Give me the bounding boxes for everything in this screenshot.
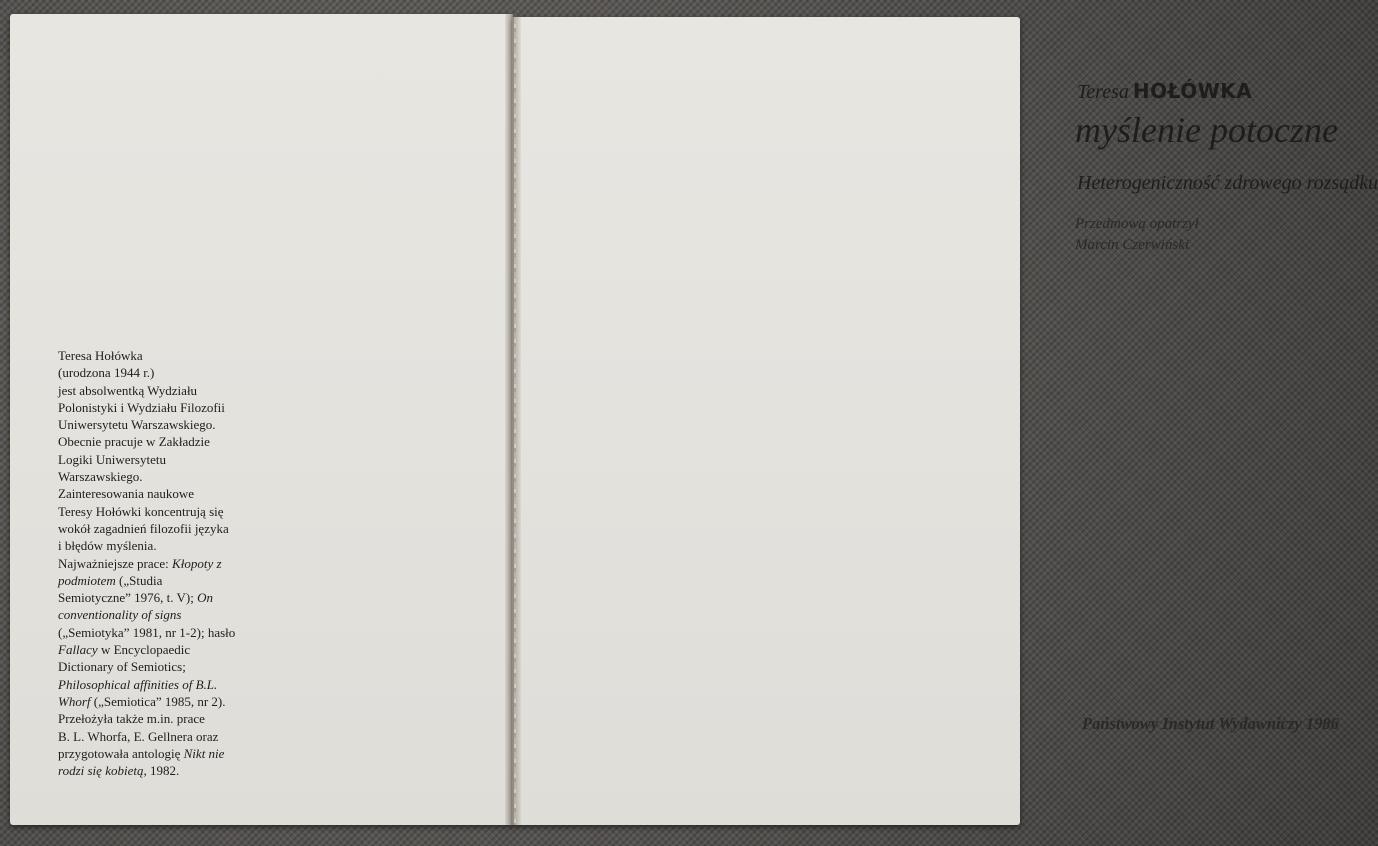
- bio-text: Teresy Hołówki koncentrują się: [58, 503, 224, 519]
- bio-italic-text: rodzi się kobietą,: [58, 763, 147, 779]
- author-first-name: Teresa: [1077, 81, 1129, 103]
- author-last-name: HOŁÓWKA: [1132, 79, 1253, 103]
- bio-text: Uniwersytetu Warszawskiego.: [58, 417, 216, 433]
- bio-text: (urodzona 1944 r.): [58, 365, 155, 381]
- bio-italic-text: Whorf: [58, 693, 91, 709]
- bio-line: [58, 399, 288, 416]
- bio-line: [58, 728, 288, 745]
- bio-line: [58, 555, 288, 572]
- preface-label: Przedmową opatrzył: [1075, 216, 1199, 232]
- bio-italic-text: Nikt nie: [183, 745, 225, 761]
- bio-text: („Semiotica” 1985, nr 2).: [90, 693, 226, 709]
- bio-line: [58, 606, 288, 623]
- bio-line: [58, 416, 288, 433]
- bio-line: [58, 503, 288, 520]
- author-biography: [58, 347, 288, 779]
- author-name: [1077, 79, 1252, 104]
- bio-line: [58, 658, 288, 675]
- bio-text: Warszawskiego.: [58, 469, 143, 485]
- bio-line: [58, 468, 288, 485]
- bio-text: Polonistyki i Wydziału Filozofii: [58, 399, 225, 415]
- bio-line: [58, 364, 288, 381]
- bio-line: [58, 433, 288, 450]
- publisher-line: Państwowy Instytut Wydawniczy 1986: [1082, 714, 1339, 733]
- bio-line: [58, 745, 288, 762]
- bio-line: [58, 589, 288, 606]
- preface-author: Marcin Czerwiński: [1075, 237, 1190, 253]
- bio-italic-text: conventionality of signs: [58, 607, 182, 623]
- bio-italic-text: Philosophical affinities of B.L.: [58, 676, 218, 692]
- bio-text: Semiotyczne” 1976, t. V);: [58, 590, 198, 606]
- title-page: [512, 17, 1378, 825]
- bio-text: Dictionary of Semiotics;: [58, 659, 186, 675]
- bio-text: Teresa Hołówka: [58, 348, 143, 363]
- bio-line: [58, 347, 288, 364]
- bio-line: [58, 382, 288, 399]
- bio-line: [58, 520, 288, 537]
- bio-text: B. L. Whorfa, E. Gellnera oraz: [58, 728, 219, 744]
- bio-italic-text: podmiotem: [58, 572, 116, 588]
- bio-line: [58, 485, 288, 502]
- bio-text: jest absolwentką Wydziału: [58, 382, 198, 398]
- preface-credit: [1075, 214, 1199, 256]
- book-subtitle: Heterogeniczność zdrowego rozsądku: [1077, 172, 1378, 194]
- book-title: myślenie potoczne: [1075, 110, 1338, 150]
- bio-line: [58, 710, 288, 727]
- bio-text: („Semiotyka” 1981, nr 1-2); hasło: [58, 624, 236, 640]
- bio-line: [58, 451, 288, 468]
- bio-text: wokół zagadnień filozofii języka: [58, 520, 229, 536]
- bio-text: („Studia: [115, 572, 163, 588]
- bio-text: przygotowała antologię: [58, 745, 184, 761]
- bio-line: [58, 624, 288, 641]
- bio-italic-text: Fallacy: [58, 642, 98, 658]
- book-spine: [505, 14, 521, 825]
- bio-line: [58, 572, 288, 589]
- bio-text: Najważniejsze prace:: [58, 555, 173, 571]
- bio-text: w Encyclopaedic: [97, 642, 191, 658]
- bio-line: [58, 676, 288, 693]
- bio-text: Zainteresowania naukowe: [58, 486, 195, 502]
- bio-line: [58, 641, 288, 658]
- bio-line: [58, 693, 288, 710]
- bio-text: Przełożyła także m.in. prace: [58, 711, 205, 727]
- torn-page-edge: [514, 17, 516, 825]
- bio-text: i błędów myślenia.: [58, 538, 157, 554]
- bio-line: [58, 762, 288, 779]
- bio-text: Obecnie pracuje w Zakładzie: [58, 434, 210, 450]
- bio-text: 1982.: [146, 763, 180, 779]
- bio-italic-text: Kłopoty z: [172, 555, 222, 571]
- bio-line: [58, 537, 288, 554]
- left-page: [10, 14, 513, 825]
- bio-text: Logiki Uniwersytetu: [58, 451, 166, 467]
- bio-italic-text: On: [197, 590, 214, 606]
